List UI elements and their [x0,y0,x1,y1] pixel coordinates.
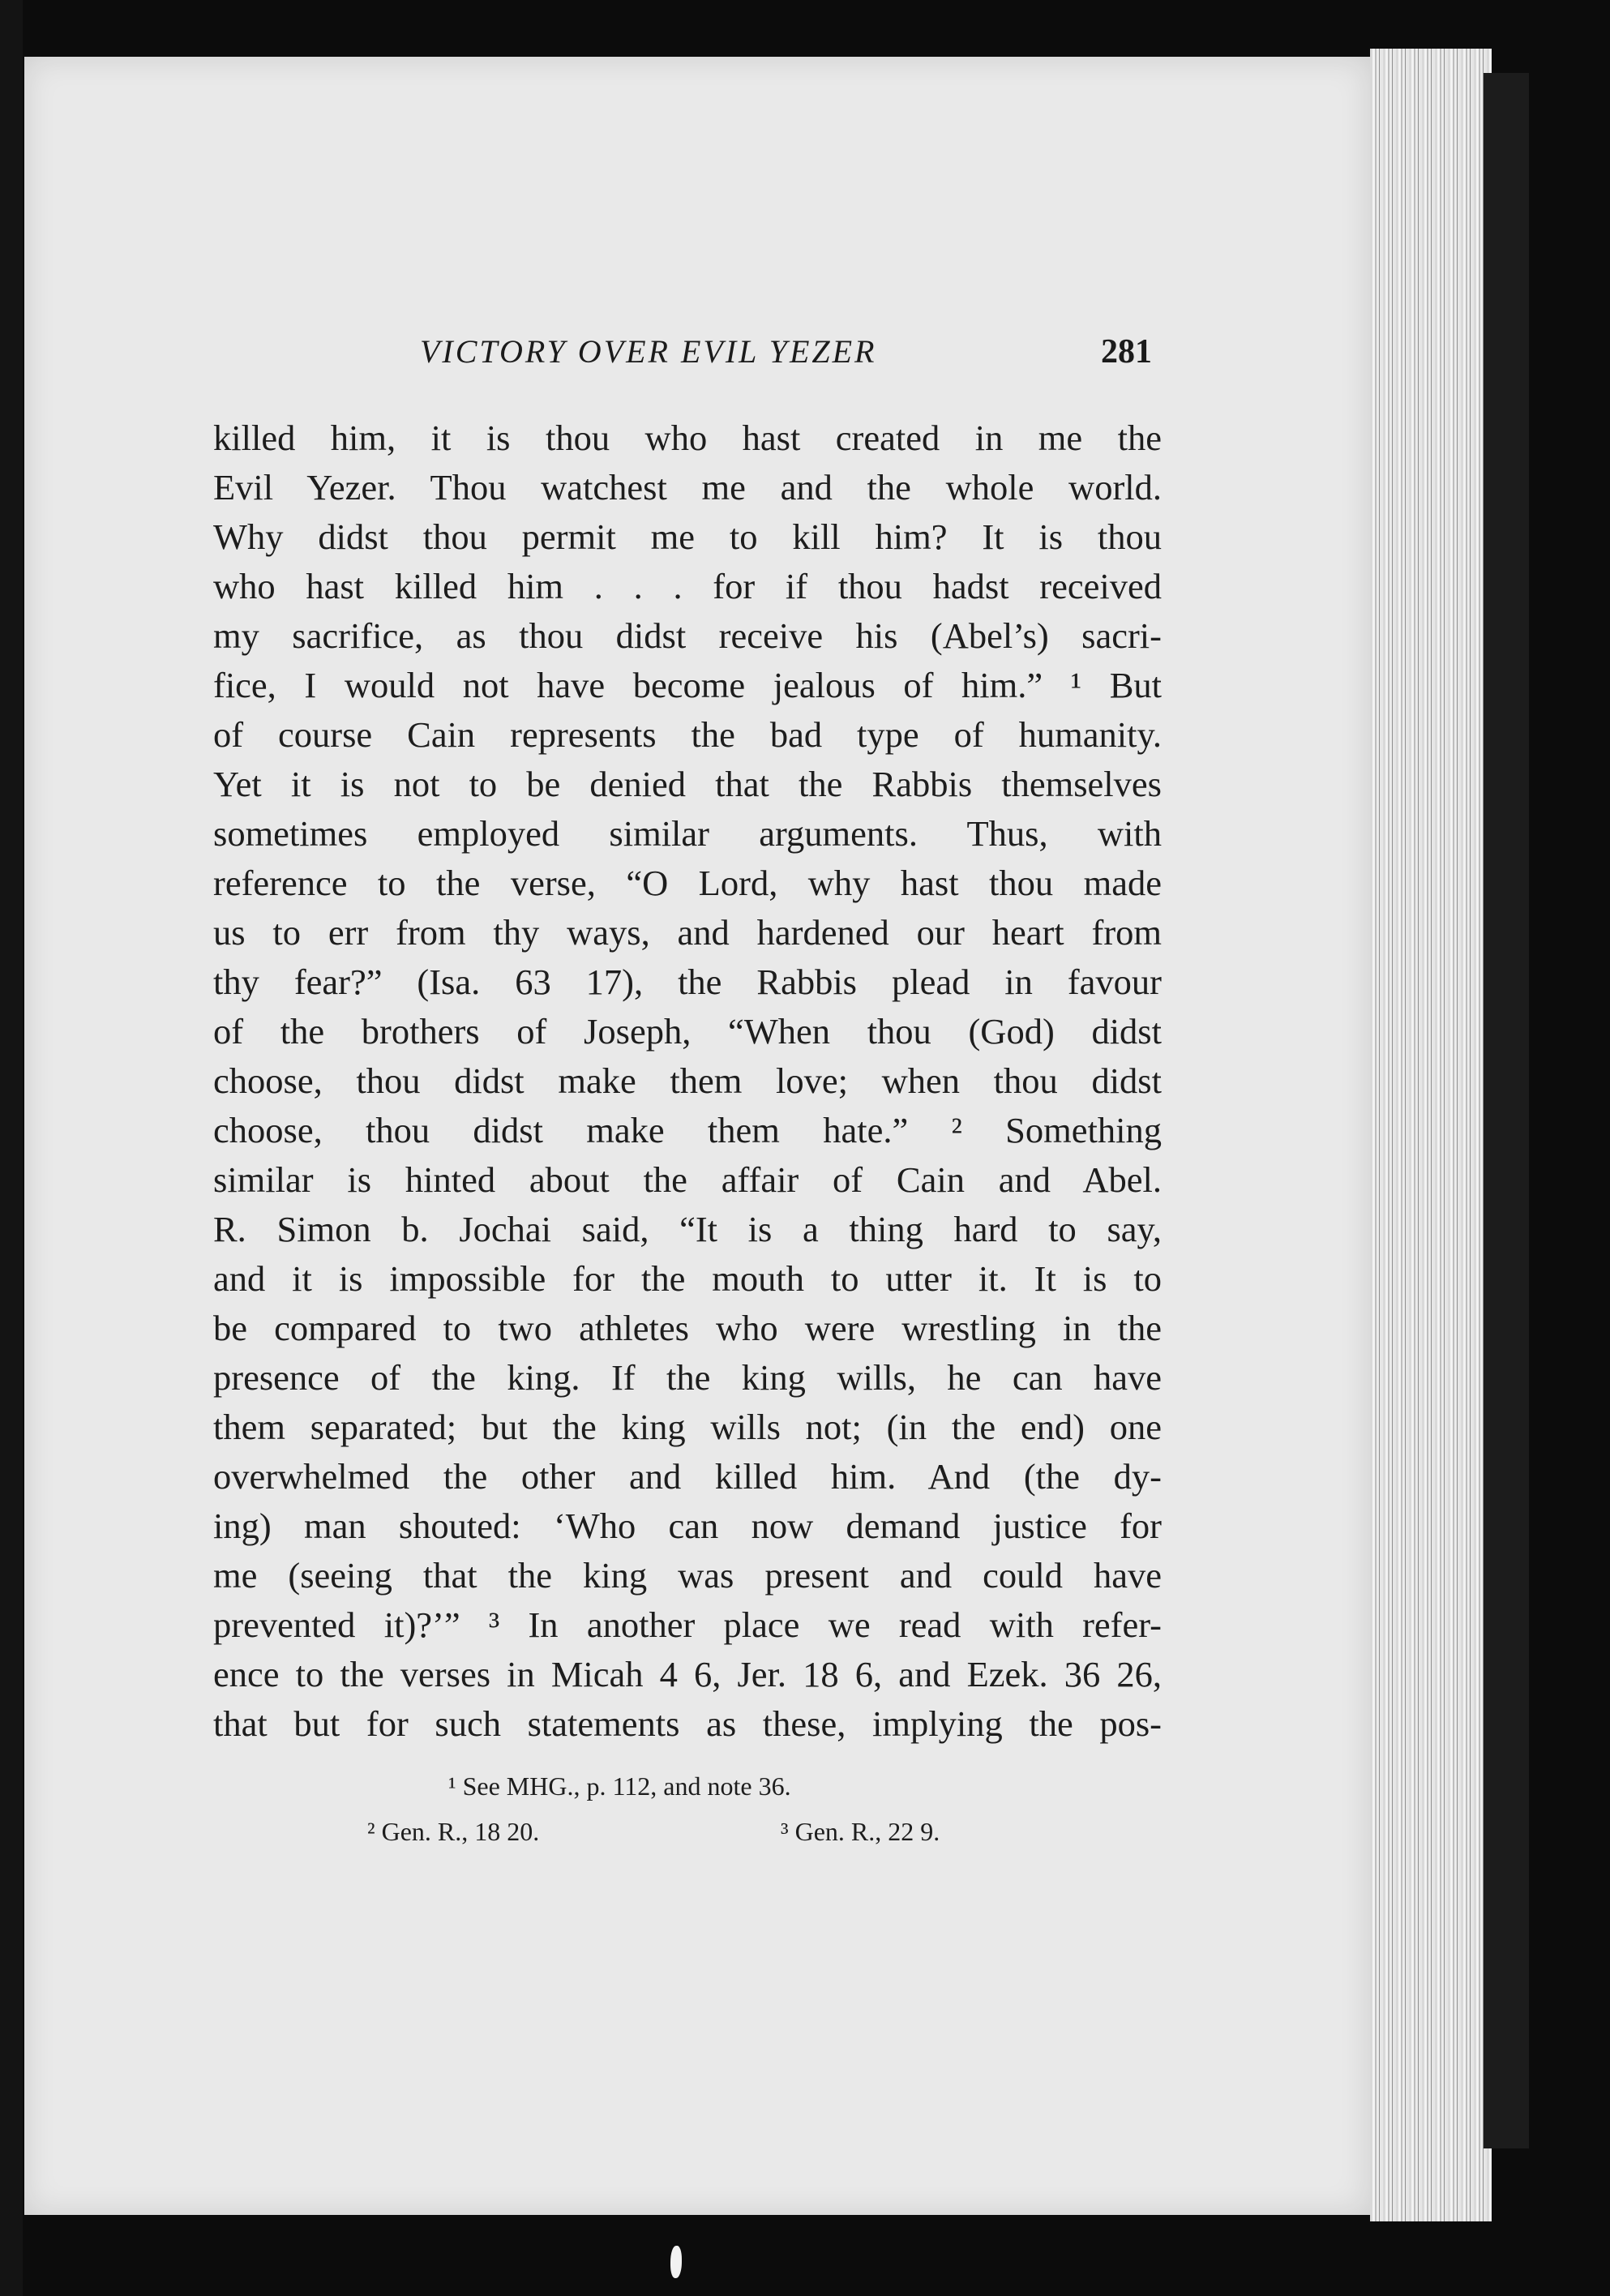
page-edges-stack [1370,49,1492,2221]
running-head: VICTORY OVER EVIL YEZER [420,333,877,370]
text-line: reference to the verse, “O Lord, why hast thou made [213,863,1162,903]
page-content [27,57,1372,2215]
body-text [213,413,1162,1749]
text-line: Why didst thou permit me to kill him? It is thou [213,516,1162,557]
right-cover-edge [1484,73,1529,2148]
text-line: us to err from thy ways, and hardened our heart from [213,912,1162,953]
text-line: be compared to two athletes who were wrestling in the [213,1308,1162,1348]
text-line: Evil Yezer. Thou watchest me and the whole world. [213,467,1162,508]
text-line: me (seeing that the king was present and could have [213,1555,1162,1596]
text-line: them separated; but the king wills not; (in the end) one [213,1407,1162,1447]
text-line: Yet it is not to be denied that the Rabbis themselves [213,764,1162,804]
text-line: that but for such statements as these, implying the pos- [213,1703,1162,1744]
text-line: choose, thou didst make them love; when thou didst [213,1060,1162,1101]
text-line: who hast killed him . . . for if thou hadst received [213,566,1162,606]
text-line: killed him, it is thou who hast created in me the [213,418,1162,458]
text-line: and it is impossible for the mouth to utter it. It is to [213,1258,1162,1299]
text-line: of the brothers of Joseph, “When thou (God) didst [213,1011,1162,1052]
text-line: fice, I would not have become jealous of him.” ¹ But [213,665,1162,705]
text-line: prevented it)?’” ³ In another place we read with refer- [213,1604,1162,1645]
text-line: overwhelmed the other and killed him. And (the dy- [213,1456,1162,1497]
scan-artifact-mark [670,2246,682,2278]
footnote-3: ³ Gen. R., 22 9. [781,1817,940,1846]
text-line: of course Cain represents the bad type of humanity. [213,714,1162,755]
text-line: presence of the king. If the king wills, he can have [213,1357,1162,1398]
text-line: ence to the verses in Micah 4 6, Jer. 18 6, and Ezek. 36 26, [213,1654,1162,1694]
text-line: R. Simon b. Jochai said, “It is a thing hard to say, [213,1209,1162,1249]
text-line: thy fear?” (Isa. 63 17), the Rabbis plead in favour [213,962,1162,1002]
text-line: my sacrifice, as thou didst receive his (Abel’s) sacri- [213,615,1162,656]
footnote-1: ¹ See MHG., p. 112, and note 36. [448,1771,791,1801]
footnote-2: ² Gen. R., 18 20. [367,1817,540,1846]
text-line: ing) man shouted: ‘Who can now demand justice for [213,1506,1162,1546]
text-line: similar is hinted about the affair of Cain and Abel. [213,1159,1162,1200]
text-line: sometimes employed similar arguments. Thus, with [213,813,1162,854]
left-binding-edge [0,0,23,2296]
page-header [27,332,1372,381]
page-sheet [24,57,1370,2215]
page-number: 281 [1101,333,1152,371]
text-line: choose, thou didst make them hate.” ² Something [213,1110,1162,1150]
